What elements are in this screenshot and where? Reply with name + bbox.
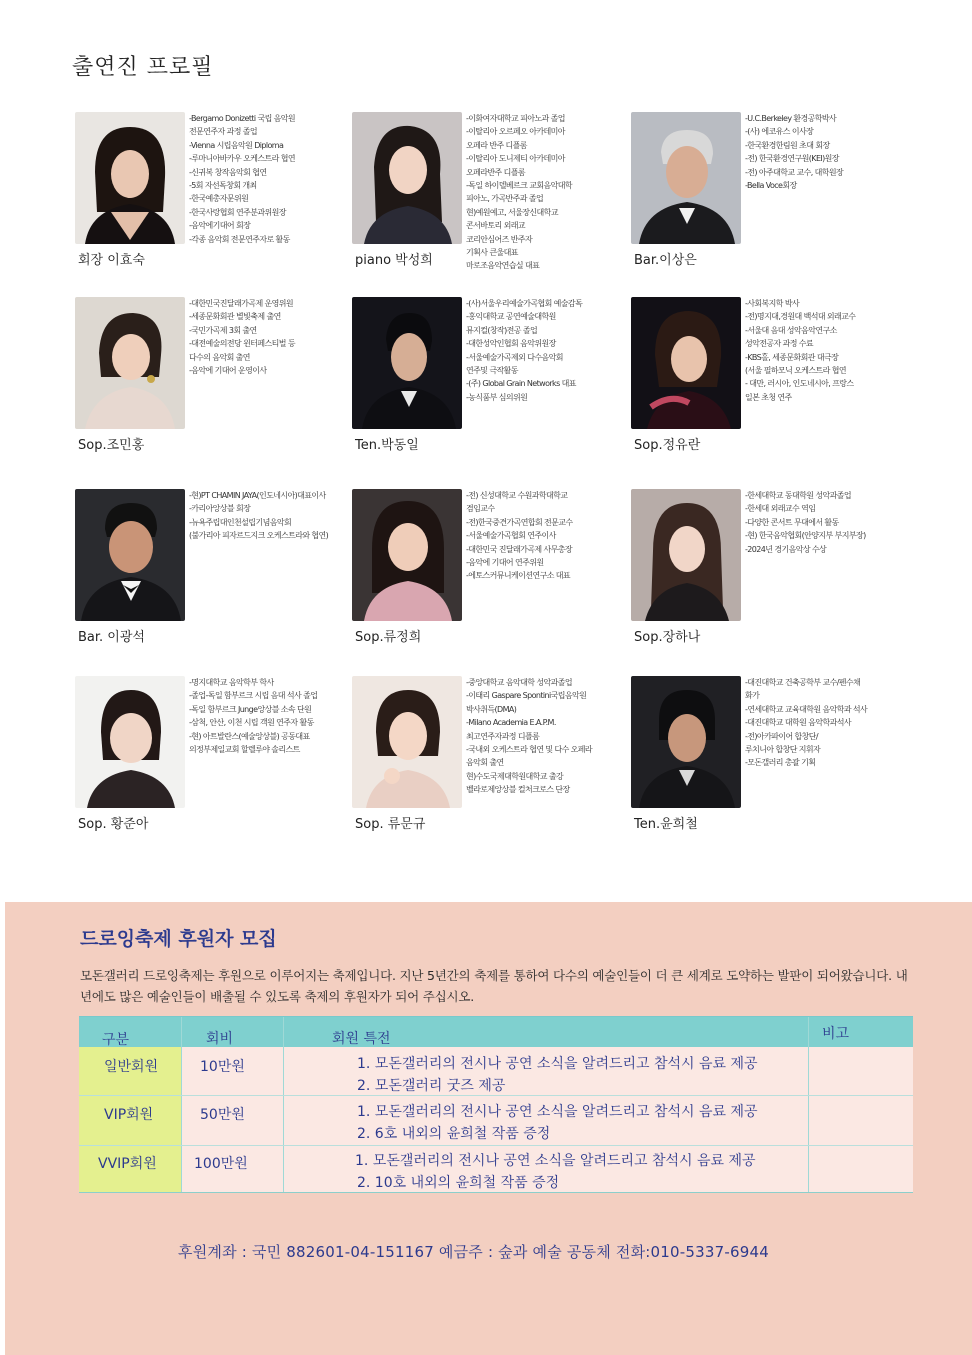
sponsor-title: 드로잉축제 후원자 모집	[80, 928, 277, 950]
profile-bio: -명지대학교 음악학부 학사 -졸업-독일 함부르크 시립 음대 석사 졸업 -독일 함부르크 Junge앙상블 소속 단원 -삼척, 안산, 이천 시립 객원 연주자 활동 -현) 아트발란스(예술앙상블) 공동대표 의정부제일교회 할렐루야 솔리스트	[189, 678, 318, 755]
sponsor-description: 모돈갤러리 드로잉축제는 후원으로 이루어지는 축제입니다. 지난 5년간의 축제를 통하여 다수의 예술인들이 더 큰 세계로 도약하는 발판이 되어왔습니다. 내년에도 많은 예술인들이 배출될 수 있도록 축제의 후원자가 되어 주십시오.	[80, 968, 908, 1004]
profile-card	[75, 676, 345, 841]
profile-bio: -Bergamo Donizetti 국립 음악원 전문연주자 과정 졸업 -Vienna 시립음악원 Diploma -루마니아바카우 오케스트라 협연 -신귀복 창작음악회 협연 -5회 자선독창회 개최 -한국예총자문위원 -한국사랑협회 연주분과위원장 -음악에기대어 회장 -각종 음악회 전문연주자로 활동	[189, 114, 296, 244]
profile-name: Bar. 이광석	[78, 630, 145, 645]
portrait-photo	[75, 112, 185, 244]
row-category: VVIP회원	[98, 1156, 157, 1172]
profile-bio: -한세대학교 동대학원 성악과졸업 -한세대 외래교수 역임 -다양한 콘서트 무대에서 활동 -현) 한국음악협회(안양지부 부지부장) -2024년 경기음악상 수상	[745, 491, 866, 554]
portrait-photo	[75, 676, 185, 808]
row-benefit: 1. 모돈갤러리의 전시나 공연 소식을 알려드리고 참석시 음료 제공	[357, 1104, 758, 1120]
profile-name: 회장 이효숙	[78, 253, 145, 268]
profile-card	[631, 489, 901, 654]
profile-name: Sop.장하나	[634, 630, 701, 645]
profile-name: Ten.윤희철	[634, 817, 698, 832]
header-note: 비고	[822, 1026, 850, 1042]
profile-card	[631, 297, 901, 462]
profile-card	[75, 112, 345, 277]
row-fee: 50만원	[200, 1107, 245, 1123]
page-title: 출연진 프로필	[72, 55, 214, 80]
header-benefit: 회원 특전	[332, 1031, 391, 1047]
portrait-photo	[631, 676, 741, 808]
profile-card	[75, 489, 345, 654]
profile-name: Ten.박동일	[355, 438, 419, 453]
portrait-photo	[75, 489, 185, 621]
portrait-photo	[352, 489, 462, 621]
sponsor-account-info: 후원계좌 : 국민 882601-04-151167 예금주 : 숲과 예술 공동체 전화:010-5337-6944	[178, 1243, 769, 1261]
profile-bio: -대한민국진달래가곡제 운영위원 -세종문화회관 별빛축제 출연 -국민가곡제 3회 출연 -대전예술의전당 윈터페스티벌 등 다수의 음악회 출연 -음악에 기대어 운영이사	[189, 299, 295, 376]
portrait-photo	[352, 676, 462, 808]
profile-bio: -U.C.Berkeley 환경공학박사 -(사) 에코유스 이사장 -한국환경한림원 초대 회장 -전) 한국환경연구원(KEI)원장 -전) 아주대학교 교수, 대학원장 -Bella Voce회장	[745, 114, 844, 191]
profile-bio: -전) 신성대학교 수원과학대학교 겸임교수 -전)한국중견가곡연합회 전문교수 -서울예술가곡협회 연주이사 -대한민국 진달래가곡제 사무총장 -음악에 기대어 연주위원 -에토스커뮤니케이션연구소 대표	[466, 491, 573, 581]
table-header-row	[79, 1017, 913, 1047]
profile-card	[75, 297, 345, 462]
table-divider	[808, 1017, 809, 1193]
portrait-photo	[631, 112, 741, 244]
profile-bio: -현)PT CHAMIN JAYA(인도네시아)대표이사 -카리아앙상블 회장 -뉴욕주립대인천설립기념음악회 (불가리아 피자르드지크 오케스트라와 협연)	[189, 491, 329, 541]
table-divider	[283, 1017, 284, 1193]
table-divider	[181, 1017, 182, 1193]
row-benefit: 2. 모돈갤러리 굿즈 제공	[357, 1078, 506, 1094]
profile-card	[352, 112, 622, 277]
profile-card	[352, 489, 622, 654]
row-category: VIP회원	[104, 1107, 154, 1123]
profile-card	[352, 297, 622, 462]
profile-bio: -중앙대학교 음악대학 성악과졸업 -이태리 Gaspare Spontini국립음악원 박사취득(DMA) -Milano Academia E.A.P.M. 최고연주자과정 디플롬 -국내외 오케스트라 협연 및 다수 오페라 음악회 출연 현)수도국제대학원대학교 출강 벨라로제앙상블 컬처크로스 단장	[466, 678, 593, 795]
table-divider	[79, 1145, 913, 1146]
profile-name: Sop. 황준아	[78, 817, 149, 832]
row-fee: 10만원	[200, 1059, 245, 1075]
profile-bio: -이화여자대학교 피아노과 졸업 -이탈리아 오르페오 아카데미아 오페라 반주 디플롬 -이탈리아 도니제티 아카데미아 오페라반주 디플롬 -독일 하이델베르크 교회음악대학 피아노, 가곡반주과 졸업 현)예원예고, 서울장신대학교 콘서바토리 외래교 코리안심어즈 반주자 기획사 큰울대표 마로조음악연습실 대표	[466, 114, 572, 271]
portrait-photo	[631, 297, 741, 429]
profile-name: Sop.류정희	[355, 630, 422, 645]
header-fee: 회비	[206, 1031, 234, 1047]
row-benefit: 2. 10호 내외의 윤희철 작품 증정	[357, 1175, 560, 1191]
row-fee: 100만원	[194, 1156, 248, 1172]
portrait-photo	[631, 489, 741, 621]
profile-bio: -사회복지학 박사 -전)명지대,경원대 백석대 외래교수 -서울대 음대 성악음악연구소 성악전공자 과정 수료 -KBS홀, 세종문화회관 대극장 (서울 필하모닉 오케스트라 협연 - 대만, 러시아, 인도네시아, 프랑스 일본 초청 연주	[745, 299, 856, 402]
profile-name: Sop. 류문규	[355, 817, 426, 832]
profile-name: piano 박성희	[355, 253, 433, 268]
row-benefit: 1. 모돈갤러리의 전시나 공연 소식을 알려드리고 참석시 음료 제공	[355, 1153, 756, 1169]
profile-name: Sop.조민홍	[78, 438, 145, 453]
membership-table	[79, 1016, 913, 1192]
profile-name: Bar.이상은	[634, 253, 697, 268]
portrait-photo	[352, 112, 462, 244]
profile-card	[631, 676, 901, 841]
profile-bio: -대진대학교 건축공학부 교수/펜수채 화가 -연세대학교 교육대학원 음악학과 석사 -대진대학교 대학원 음악학과석사 -전)아카파이어 합창단/ 루치니아 합창단 지휘자 -모돈갤러리 총괄 기획	[745, 678, 868, 768]
profile-bio: -(사)서울우리예술가곡협회 예술감독 -홍익대학교 공연예술대학원 뮤지컬(창작)전공 졸업 -대한성악인협회 음악위원장 -서울예술가곡제외 다수음악회 연주및 극작활동 -(주) Global Grain Networks 대표 -농식품부 심의위원	[466, 299, 583, 402]
profile-name: Sop.정유란	[634, 438, 701, 453]
profile-card	[352, 676, 622, 841]
header-category: 구분	[102, 1032, 130, 1048]
sponsor-section	[5, 902, 972, 1355]
row-benefit: 1. 모돈갤러리의 전시나 공연 소식을 알려드리고 참석시 음료 제공	[357, 1056, 758, 1072]
row-category: 일반회원	[104, 1059, 159, 1075]
row-benefit: 2. 6호 내외의 윤희철 작품 증정	[357, 1126, 551, 1142]
portrait-photo	[352, 297, 462, 429]
profile-card	[631, 112, 901, 277]
portrait-photo	[75, 297, 185, 429]
